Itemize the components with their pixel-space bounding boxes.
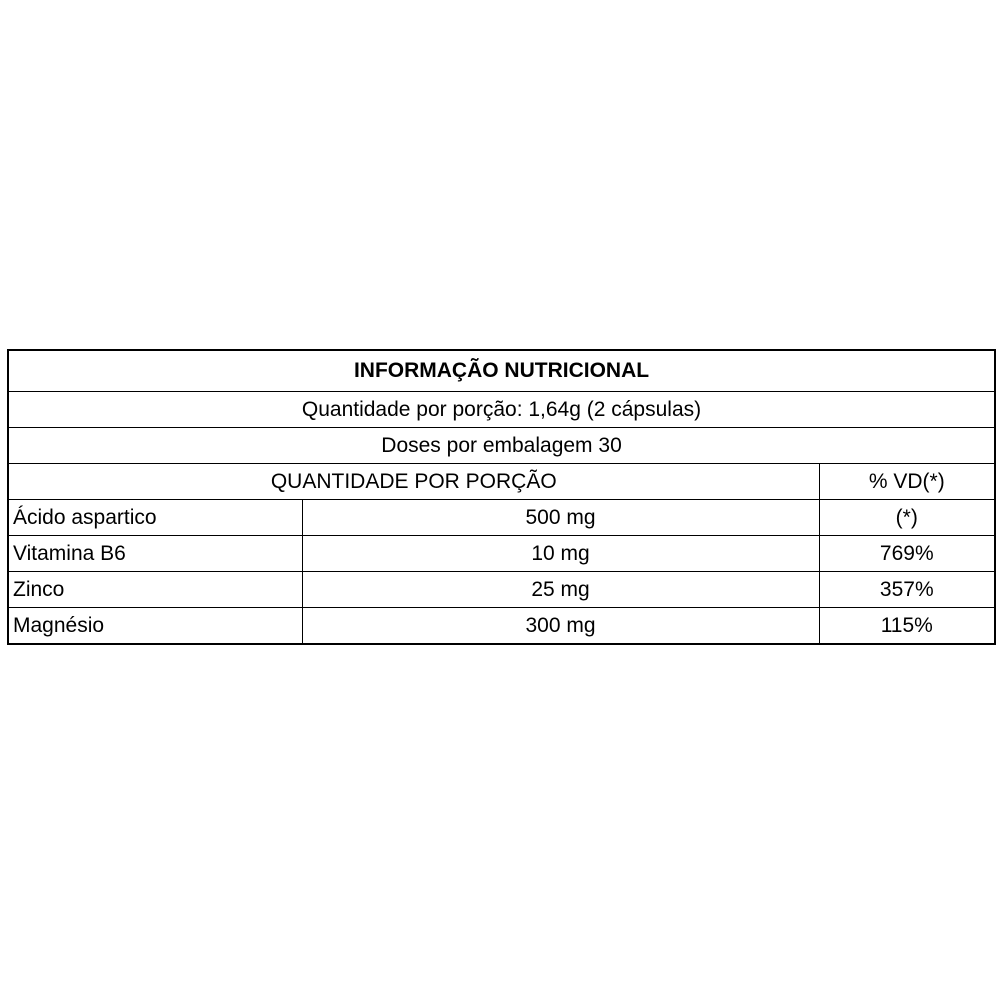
nutrient-amount: 10 mg [302,536,819,572]
nutrient-amount: 500 mg [302,500,819,536]
table-row [8,572,995,608]
nutrient-vd: 769% [819,536,995,572]
nutrition-table [7,349,996,645]
nutrient-amount: 300 mg [302,608,819,645]
nutrient-vd: (*) [819,500,995,536]
table-row [8,536,995,572]
header-quantity: QUANTIDADE POR PORÇÃO [8,464,819,500]
table-row [8,608,995,645]
title-row [8,350,995,392]
serving-row [8,392,995,428]
doses-per-package: Doses por embalagem 30 [8,428,995,464]
header-vd: % VD(*) [819,464,995,500]
nutrient-vd: 115% [819,608,995,645]
nutrient-amount: 25 mg [302,572,819,608]
nutrient-name: Vitamina B6 [8,536,302,572]
doses-row [8,428,995,464]
nutrient-name: Magnésio [8,608,302,645]
nutrient-name: Ácido aspartico [8,500,302,536]
serving-size: Quantidade por porção: 1,64g (2 cápsulas) [8,392,995,428]
nutrient-vd: 357% [819,572,995,608]
header-row [8,464,995,500]
table-row [8,500,995,536]
table-title: INFORMAÇÃO NUTRICIONAL [8,350,995,392]
nutrient-name: Zinco [8,572,302,608]
